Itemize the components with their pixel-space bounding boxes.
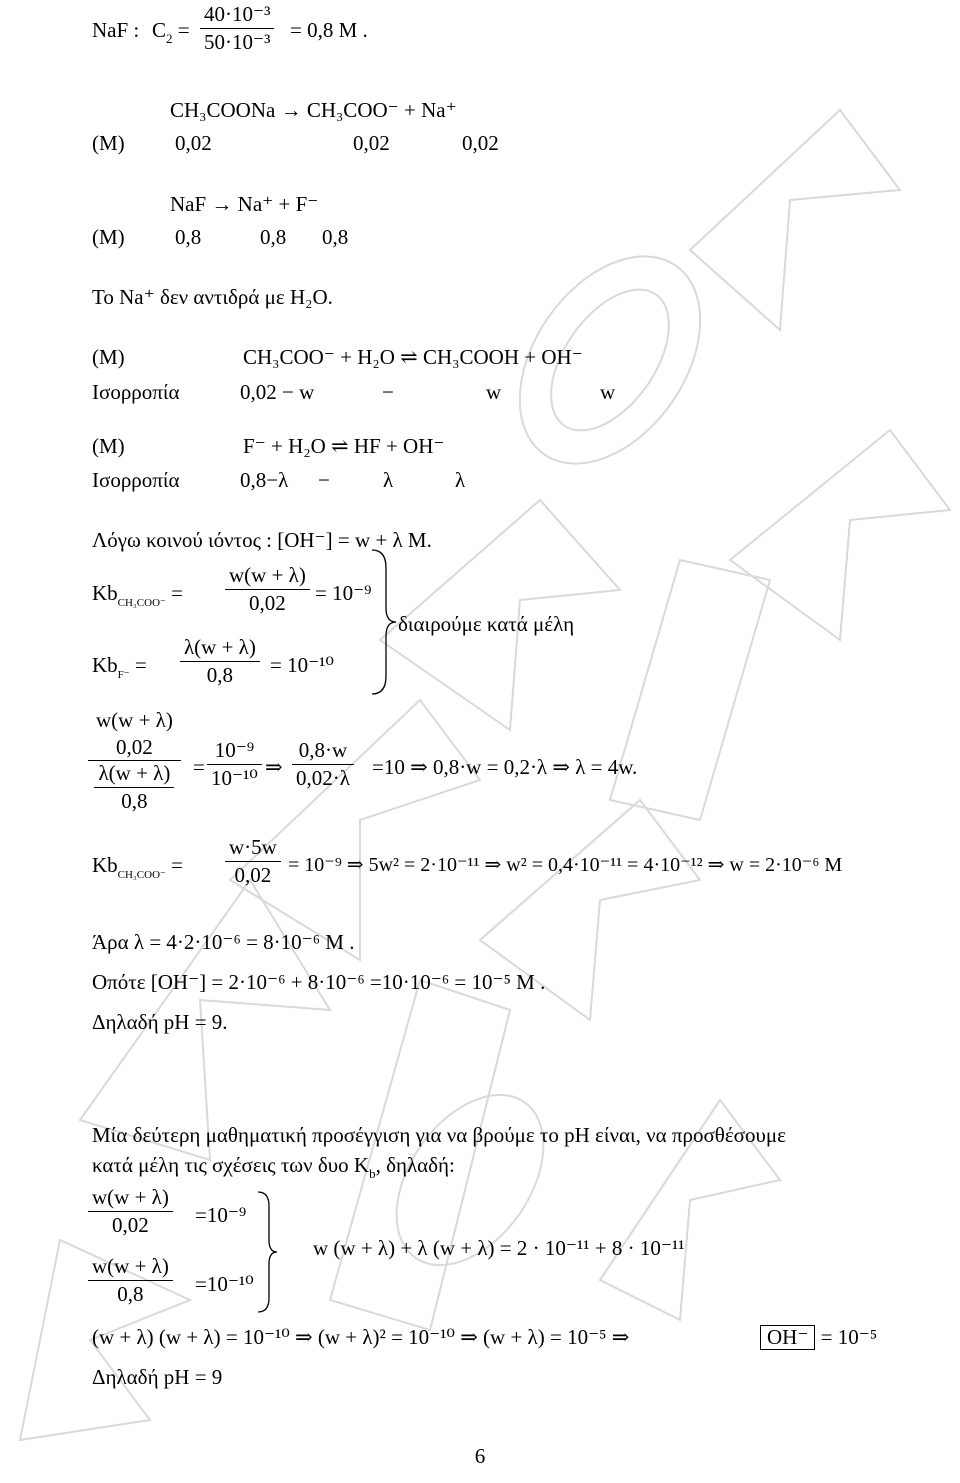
ratio-mid-fraction	[207, 740, 262, 789]
ratio-outer-num	[88, 710, 181, 761]
fluoride-equation: F⁻ + H₂O ⇌ HF + OH⁻	[243, 434, 445, 458]
ratio-den-den: 0,8	[121, 789, 148, 813]
acetate-equation: CH₃COO⁻ + H₂O ⇌ CH₃COOH + OH⁻	[243, 345, 583, 369]
ratio-tail: =10 ⇒ 0,8·w = 0,2·λ ⇒ λ = 4w.	[372, 755, 638, 779]
conclusion-line: Άρα λ = 4·2·10⁻⁶ = 8·10⁻⁶ M .	[92, 930, 355, 954]
second-final-oh	[760, 1325, 877, 1350]
kb-fluoride-den: 0,8	[206, 663, 234, 687]
naf-numerator: 40·10⁻³	[200, 4, 274, 29]
fluoride-value: 0,8−λ	[240, 468, 289, 492]
ch3coona-equation: CH₃COONa → CH₃COO⁻ + Na⁺	[170, 98, 457, 122]
kb-solve-sub: CH₃COO⁻	[117, 869, 166, 881]
second-f1-fraction	[88, 1187, 173, 1236]
second-f2-rhs: =10⁻¹⁰	[195, 1272, 254, 1296]
kb-acetate-rhs: = 10⁻⁹	[315, 581, 372, 605]
kb-solve-tail: = 10⁻⁹ ⇒ 5w² = 2·10⁻¹¹ ⇒ w² = 0,4·10⁻¹¹ = 4·10⁻¹² ⇒ w = 2·10⁻⁶ M	[288, 854, 843, 876]
naf-diss-value: 0,8	[260, 225, 287, 249]
second-f2-fraction	[88, 1256, 173, 1305]
fluoride-row-label: Ισορροπία	[92, 468, 180, 492]
kb-fluoride-lhs: $Kb_{F^-}$ =	[92, 653, 147, 681]
kb-symbol: Kb	[92, 653, 118, 677]
kb-fluoride-sub: F⁻	[117, 669, 130, 681]
naf-label: NaF :	[92, 18, 140, 42]
ratio-right-num: 0,8·w	[292, 740, 354, 765]
second-f1-rhs: =10⁻⁹	[195, 1203, 247, 1227]
intro-text: κατά μέλη τις σχέσεις των δυο K	[92, 1153, 370, 1177]
kb-acetate-den: 0,02	[249, 591, 286, 615]
ratio-right-fraction	[292, 740, 354, 789]
acetate-value: w	[486, 380, 502, 404]
fluoride-label: (M)	[92, 434, 125, 458]
fluoride-value: λ	[383, 468, 394, 492]
naf-diss-value: 0,8	[322, 225, 349, 249]
right-brace	[368, 548, 398, 696]
kb-symbol: Kb	[92, 581, 118, 605]
ch3coona-label: (M)	[92, 131, 125, 155]
kb-solve-lhs: $Kb_{CH_3COO^-}$ =	[92, 853, 183, 881]
ratio-den-fraction	[94, 763, 174, 812]
kb-solve-num: w·5w	[225, 837, 281, 862]
fluoride-value: −	[318, 468, 330, 492]
right-brace-2	[255, 1190, 279, 1315]
second-f2-den: 0,8	[117, 1282, 144, 1306]
page-number: 6	[474, 1444, 486, 1468]
naf-diss-value: 0,8	[175, 225, 202, 249]
ch3coona-value: 0,02	[353, 131, 390, 155]
ratio-num-fraction	[92, 710, 177, 758]
acetate-value: w	[600, 380, 616, 404]
oh-bracket: OH⁻	[760, 1325, 815, 1350]
naf-result: = 0,8 M .	[290, 18, 368, 42]
second-ph: Δηλαδή pH = 9	[92, 1365, 223, 1389]
second-intro-line1: Μία δεύτερη μαθηματική προσέγγιση για να βρούμε το pH είναι, να προσθέσουμε	[92, 1123, 786, 1147]
naf-equation: NaF → Na⁺ + F⁻	[170, 192, 319, 216]
kb-fluoride-num: λ(w + λ)	[180, 637, 260, 662]
kb-acetate-lhs: $Kb_{CH_3COO^-}$ =	[92, 581, 183, 609]
kb-acetate-sub: CH₃COO⁻	[117, 597, 166, 609]
kb-solve-fraction	[225, 837, 281, 886]
fluoride-value: λ	[455, 468, 466, 492]
ratio-num-den: 0,02	[116, 735, 153, 759]
naf-fraction	[200, 4, 274, 53]
kb-symbol: Kb	[92, 853, 118, 877]
naf-denominator: 50·10⁻³	[204, 30, 271, 54]
acetate-label: (M)	[92, 345, 125, 369]
c2-letter: C	[152, 18, 167, 42]
ch3coona-value: 0,02	[462, 131, 499, 155]
divide-note: διαιρούμε κατά μέλη	[398, 612, 575, 636]
acetate-value: 0,02 − w	[240, 380, 315, 404]
second-f1-den: 0,02	[112, 1213, 149, 1237]
oh-rhs: = 10⁻⁵	[820, 1325, 878, 1349]
kb-acetate-num: w(w + λ)	[225, 565, 310, 590]
na-note: Το Na⁺ δεν αντιδρά με H₂O.	[92, 285, 333, 309]
equals-sign: =	[193, 755, 205, 779]
kb-fluoride-fraction	[180, 637, 260, 686]
kb-solve-den: 0,02	[234, 863, 272, 887]
acetate-row-label: Ισορροπία	[92, 380, 180, 404]
ratio-den-num: λ(w + λ)	[94, 763, 174, 788]
intro-sub: b	[369, 1166, 376, 1181]
second-final-line: (w + λ) (w + λ) = 10⁻¹⁰ ⇒ (w + λ)² = 10⁻¹⁰ ⇒ (w + λ) = 10⁻⁵ ⇒	[92, 1325, 630, 1349]
implies-arrow: ⇒	[265, 755, 283, 779]
conclusion-line: Οπότε [OH⁻] = 2·10⁻⁶ + 8·10⁻⁶ =10·10⁻⁶ = 10⁻⁵ M .	[92, 970, 546, 994]
ratio-mid-den: 10⁻¹⁰	[211, 766, 258, 790]
ch3coona-value: 0,02	[175, 131, 212, 155]
c2-symbol: $C_2$ =	[152, 18, 190, 46]
common-ion-note: Λόγω κοινού ιόντος : [OH⁻] = w + λ M.	[92, 528, 432, 552]
conclusion-line: Δηλαδή pH = 9.	[92, 1010, 228, 1034]
second-f2-num: w(w + λ)	[88, 1256, 173, 1281]
kb-acetate-fraction	[225, 565, 310, 614]
ratio-right-den: 0,02·λ	[296, 766, 350, 790]
ratio-outer-den	[88, 761, 181, 812]
naf-diss-label: (M)	[92, 225, 125, 249]
ratio-num-num: w(w + λ)	[96, 708, 173, 732]
kb-fluoride-rhs: = 10⁻¹⁰	[270, 653, 334, 677]
second-intro-line2	[92, 1153, 455, 1181]
second-sum: w (w + λ) + λ (w + λ) = 2 · 10⁻¹¹ + 8 · 10⁻¹¹	[313, 1236, 685, 1260]
intro-tail: , δηλαδή:	[375, 1153, 455, 1177]
ratio-outer-fraction	[88, 710, 181, 812]
ratio-mid-num: 10⁻⁹	[207, 740, 262, 765]
acetate-value: −	[382, 380, 394, 404]
second-f1-num: w(w + λ)	[88, 1187, 173, 1212]
